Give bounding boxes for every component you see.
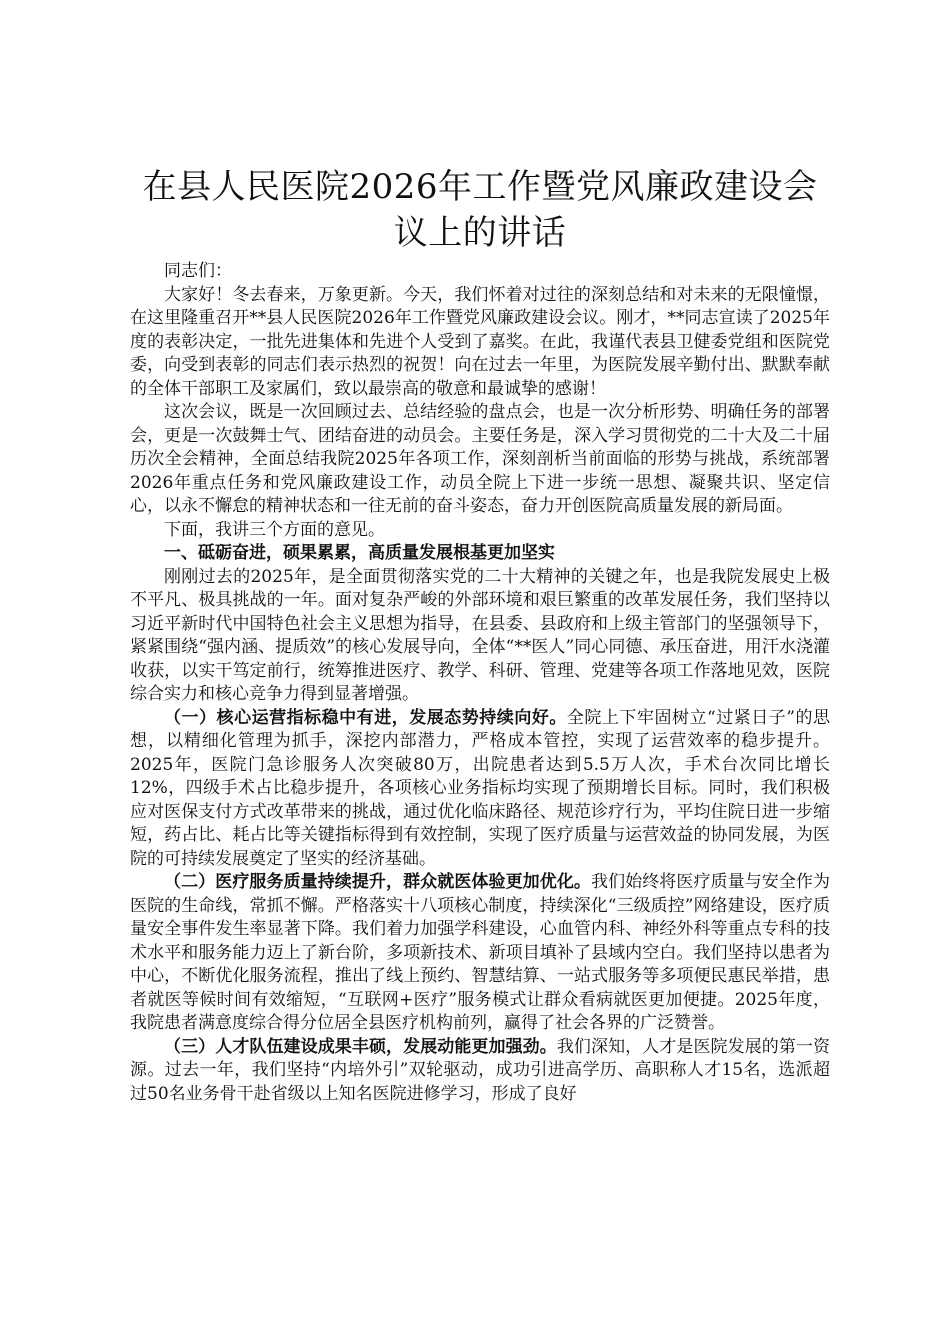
paragraph-subsection-3 — [130, 1036, 830, 1107]
section-heading-1: 一、砥砺奋进，硕果累累，高质量发展根基更加坚实 — [164, 543, 555, 563]
paragraph-subsection-1 — [130, 707, 830, 872]
document-title: 在县人民医院2026年工作暨党风廉政建设会议上的讲话 — [142, 167, 818, 253]
subsection-3-body: 我们深知，人才是医院发展的第一资源。过去一年，我们坚持“内培外引”双轮驱动，成功引进高学历、高职称人才15名，选派超过50名业务骨干赴省级以上知名医院进修学习，形成了良好 — [130, 1036, 831, 1104]
paragraph-transition: 下面，我讲三个方面的意见。 — [164, 519, 385, 540]
salutation: 同志们： — [164, 261, 232, 281]
subsection-1-lead: （一）核心运营指标稳中有进，发展态势持续向好。 — [164, 707, 567, 728]
subsection-2-lead: （二）医疗服务质量持续提升，群众就医体验更加优化。 — [164, 872, 591, 892]
paragraph-subsection-2 — [130, 871, 830, 1036]
subsection-3-lead: （三）人才队伍建设成果丰硕，发展动能更加强劲。 — [164, 1036, 557, 1057]
paragraph-meeting-purpose: 这次会议，既是一次回顾过去、总结经验的盘点会，也是一次分析形势、明确任务的部署会，更是一次鼓舞士气、团结奋进的动员会。主要任务是，深入学习贯彻党的二十大及二十届历次全会精神，全面总结我院2025年各项工作，深刻剖析当前面临的形势与挑战，系统部署2026年重点任务和党风廉政建设工作，动员全院上下进一步统一思想、凝聚共识、坚定信心，以永不懈怠的精神状态和一往无前的奋斗姿态，奋力开创医院高质量发展的新局面。 — [130, 402, 830, 516]
paragraph-opening: 大家好！冬去春来，万象更新。今天，我们怀着对过往的深刻总结和对未来的无限憧憬，在这里隆重召开**县人民医院2026年工作暨党风廉政建设会议。刚才，**同志宣读了2025年度的表彰决定，一批先进集体和先进个人受到了嘉奖。在此，我谨代表县卫健委党组和医院党委，向受到表彰的同志们表示热烈的祝贺！向在过去一年里，为医院发展辛勤付出、默默奉献的全体干部职工及家属们，致以最崇高的敬意和最诚挚的感谢！ — [130, 284, 830, 399]
subsection-2-body: 我们始终将医疗质量与安全作为医院的生命线，常抓不懈。严格落实十八项核心制度，持续深化“三级质控”网络建设，医疗质量安全事件发生率显著下降。我们着力加强学科建设，心血管内科、神经外科等重点专科的技术水平和服务能力迈上了新台阶，多项新技术、新项目填补了县域内空白。我们坚持以患者为中心，不断优化服务流程，推出了线上预约、智慧结算、一站式服务等多项便民惠民举措，患者就医等候时间有效缩短，“互联网+医疗”服务模式让群众看病就医更加便捷。2025年度，我院患者满意度综合得分位居全县医疗机构前列，赢得了社会各界的广泛赞誉。 — [130, 872, 831, 1033]
subsection-1-body: 全院上下牢固树立“过紧日子”的思想，以精细化管理为抓手，深挖内部潜力，严格成本管控，实现了运营效率的稳步提升。2025年，医院门急诊服务人次突破80万，出院患者达到5.5万人次，手术台次同比增长12%，四级手术占比稳步提升，各项核心业务指标均实现了预期增长目标。同时，我们积极应对医保支付方式改革带来的挑战，通过优化临床路径、规范诊疗行为，平均住院日进一步缩短，药占比、耗占比等关键指标得到有效控制，实现了医疗质量与运营效益的协同发展，为医院的可持续发展奠定了坚实的经济基础。 — [130, 707, 830, 869]
paragraph-section1-intro: 刚刚过去的2025年，是全面贯彻落实党的二十大精神的关键之年，也是我院发展史上极不平凡、极具挑战的一年。面对复杂严峻的外部环境和艰巨繁重的改革发展任务，我们坚持以习近平新时代中国特色社会主义思想为指导，在县委、县政府和上级主管部门的坚强领导下，紧紧围绕“强内涵、提质效”的核心发展导向，全体“**医人”同心同德、承压奋进，用汗水浇灌收获，以实干笃定前行，统筹推进医疗、教学、科研、管理、党建等各项工作落地见效，医院综合实力和核心竞争力得到显著增强。 — [130, 566, 830, 704]
document-page — [130, 0, 830, 1106]
document-body — [130, 260, 830, 1106]
